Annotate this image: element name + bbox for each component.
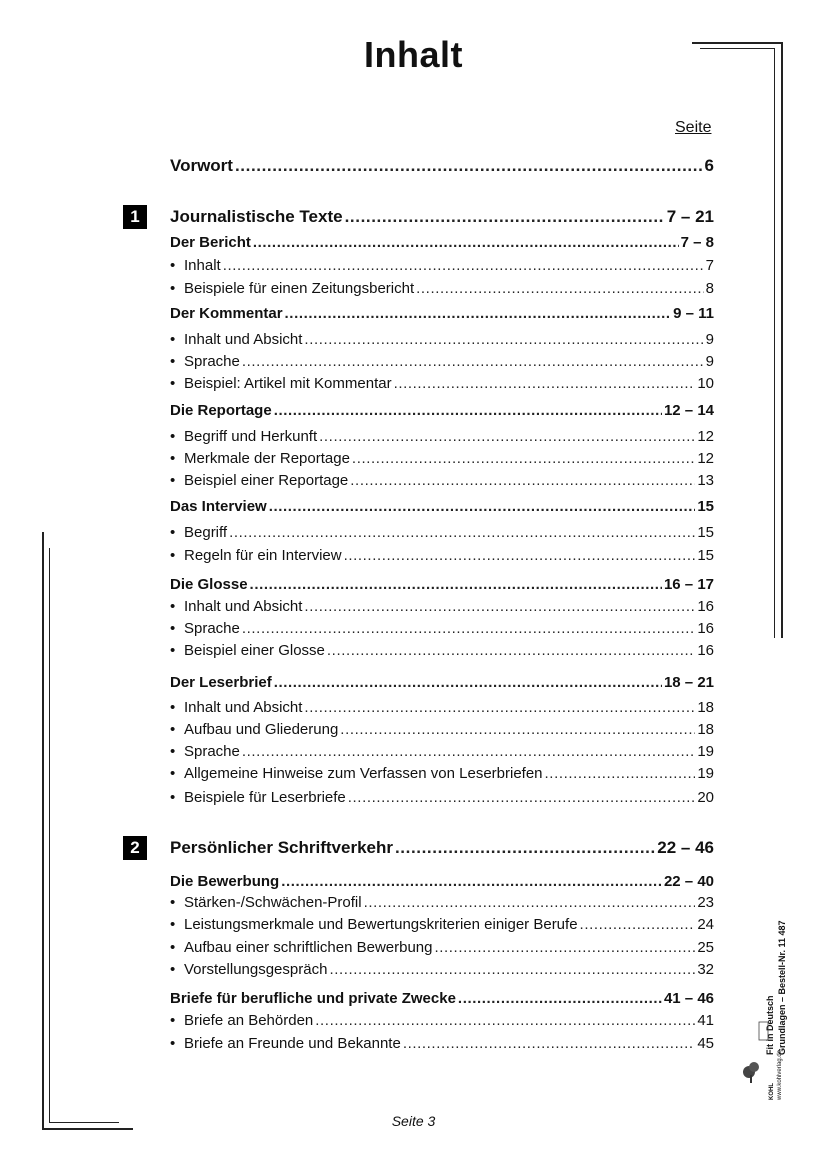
page-column-label: Seite — [675, 119, 712, 136]
toc-section[interactable] — [170, 674, 714, 691]
toc-label: Beispiel einer Reportage — [184, 472, 349, 489]
frame-right-inner — [774, 48, 775, 638]
toc-item[interactable] — [170, 916, 714, 933]
bullet-icon: • — [170, 1035, 176, 1052]
toc-section[interactable] — [170, 873, 714, 890]
toc-item[interactable] — [170, 598, 714, 615]
toc-label: Inhalt und Absicht — [184, 598, 303, 615]
bullet-icon: • — [170, 916, 176, 933]
dot-leader — [253, 234, 679, 251]
toc-section[interactable] — [170, 402, 714, 419]
frame-right-outer — [781, 42, 783, 638]
dot-leader — [274, 402, 662, 419]
toc-page: 24 — [697, 916, 714, 933]
toc-page: 9 — [705, 331, 714, 348]
toc-label: Briefe für berufliche und private Zwecke — [170, 990, 456, 1007]
toc-item[interactable] — [170, 331, 714, 348]
toc-label: Der Bericht — [170, 234, 251, 251]
toc-label: Beispiele für einen Zeitungsbericht — [184, 280, 415, 297]
bullet-icon: • — [170, 472, 176, 489]
toc-page: 20 — [697, 789, 714, 806]
toc-page: 6 — [704, 156, 714, 175]
toc-page: 16 — [697, 598, 714, 615]
dot-leader — [235, 156, 703, 176]
toc-item[interactable] — [170, 1035, 714, 1052]
toc-page: 41 – 46 — [663, 990, 714, 1007]
bullet-icon: • — [170, 331, 176, 348]
bullet-icon: • — [170, 620, 176, 637]
toc-page: 10 — [697, 375, 714, 392]
toc-label: Aufbau und Gliederung — [184, 721, 339, 738]
dot-leader — [315, 1012, 695, 1029]
toc-item[interactable] — [170, 547, 714, 564]
dot-leader — [340, 721, 695, 738]
bullet-icon: • — [170, 598, 176, 615]
publisher-logo — [740, 1020, 770, 1090]
dot-leader — [269, 498, 696, 515]
bullet-icon: • — [170, 428, 176, 445]
toc-page: 45 — [697, 1035, 714, 1052]
toc-label: Der Kommentar — [170, 305, 283, 322]
bullet-icon: • — [170, 353, 176, 370]
bullet-icon: • — [170, 765, 176, 782]
toc-page: 25 — [697, 939, 714, 956]
toc-page: 7 — [705, 257, 714, 274]
toc-label: Sprache — [184, 620, 240, 637]
toc-label: Regeln für ein Interview — [184, 547, 342, 564]
toc-item[interactable] — [170, 721, 714, 738]
publisher-url: www.kohlverlag.de — [777, 1049, 783, 1100]
toc-page: 15 — [697, 498, 714, 515]
toc-label: Beispiel einer Glosse — [184, 642, 325, 659]
toc-page: 12 — [697, 450, 714, 467]
bullet-icon: • — [170, 375, 176, 392]
toc-section[interactable] — [170, 498, 714, 515]
toc-item[interactable] — [170, 353, 714, 370]
toc-page: 13 — [697, 472, 714, 489]
toc-page: 18 — [697, 721, 714, 738]
toc-label: Beispiele für Leserbriefe — [184, 789, 346, 806]
toc-page: 15 — [697, 547, 714, 564]
toc-page: 18 – 21 — [663, 674, 714, 691]
toc-chapter[interactable] — [170, 207, 714, 227]
dot-leader — [458, 990, 662, 1007]
toc-page: 19 — [697, 765, 714, 782]
toc-label: Stärken-/Schwächen-Profil — [184, 894, 362, 911]
side-credit-line1: Fit in Deutsch — [765, 995, 775, 1055]
dot-leader — [304, 699, 695, 716]
toc-label: Allgemeine Hinweise zum Verfassen von Leserbriefen — [184, 765, 543, 782]
bullet-icon: • — [170, 280, 176, 297]
bullet-icon: • — [170, 1012, 176, 1029]
publisher-name: KOHL — [769, 1083, 775, 1100]
dot-leader — [352, 450, 695, 467]
bullet-icon: • — [170, 524, 176, 541]
dot-leader — [319, 428, 695, 445]
toc-item[interactable] — [170, 789, 714, 806]
toc-item[interactable] — [170, 939, 714, 956]
dot-leader — [285, 305, 672, 322]
toc-item[interactable] — [170, 620, 714, 637]
toc-page: 15 — [697, 524, 714, 541]
toc-label: Die Glosse — [170, 576, 248, 593]
dot-leader — [304, 331, 703, 348]
bullet-icon: • — [170, 961, 176, 978]
toc-item[interactable] — [170, 472, 714, 489]
side-credit-line2: Grundlagen – Bestell-Nr. 11 487 — [777, 920, 787, 1055]
toc-page: 8 — [705, 280, 714, 297]
toc-item[interactable] — [170, 257, 714, 274]
page-title: Inhalt — [364, 34, 463, 75]
toc-label: Inhalt und Absicht — [184, 331, 303, 348]
toc-page: 19 — [697, 743, 714, 760]
dot-leader — [394, 375, 696, 392]
toc-item[interactable] — [170, 961, 714, 978]
toc-label: Begriff und Herkunft — [184, 428, 318, 445]
toc-section[interactable] — [170, 305, 714, 322]
toc-page: 22 – 40 — [663, 873, 714, 890]
bullet-icon: • — [170, 721, 176, 738]
frame-left-inner — [49, 548, 50, 1123]
bullet-icon: • — [170, 743, 176, 760]
dot-leader — [350, 472, 695, 489]
dot-leader — [281, 873, 662, 890]
toc-item[interactable] — [170, 524, 714, 541]
toc-page: 22 – 46 — [657, 838, 714, 857]
publisher-logo-text — [768, 1020, 784, 1100]
toc-label: Vorstellungsgespräch — [184, 961, 328, 978]
toc-chapter[interactable] — [170, 838, 714, 858]
toc-label: Inhalt — [184, 257, 221, 274]
toc-page: 41 — [697, 1012, 714, 1029]
dot-leader — [580, 916, 696, 933]
dot-leader — [304, 598, 695, 615]
toc-page: 12 – 14 — [663, 402, 714, 419]
dot-leader — [250, 576, 662, 593]
bullet-icon: • — [170, 257, 176, 274]
dot-leader — [242, 743, 695, 760]
toc-item[interactable] — [170, 375, 714, 392]
dot-leader — [395, 838, 655, 858]
toc-section[interactable] — [170, 234, 714, 251]
bullet-icon: • — [170, 642, 176, 659]
chapter-number-badge: 1 — [123, 205, 147, 229]
toc-page: 18 — [697, 699, 714, 716]
toc-page: 16 – 17 — [663, 576, 714, 593]
toc-item[interactable] — [170, 699, 714, 716]
toc-label: Merkmale der Reportage — [184, 450, 350, 467]
toc-item[interactable] — [170, 642, 714, 659]
toc-item[interactable] — [170, 280, 714, 297]
toc-label: Sprache — [184, 743, 240, 760]
toc-section[interactable] — [170, 990, 714, 1007]
bullet-icon: • — [170, 699, 176, 716]
toc-label: Sprache — [184, 353, 240, 370]
toc-label: Briefe an Behörden — [184, 1012, 314, 1029]
toc-label: Inhalt und Absicht — [184, 699, 303, 716]
bullet-icon: • — [170, 939, 176, 956]
toc-item[interactable] — [170, 743, 714, 760]
toc-vorwort[interactable] — [170, 156, 714, 176]
toc-item[interactable] — [170, 428, 714, 445]
toc-page: 9 — [705, 353, 714, 370]
toc-label: Aufbau einer schriftlichen Bewerbung — [184, 939, 433, 956]
bullet-icon: • — [170, 789, 176, 806]
bullet-icon: • — [170, 450, 176, 467]
frame-left-outer — [42, 532, 44, 1130]
dot-leader — [242, 620, 695, 637]
toc-page: 23 — [697, 894, 714, 911]
bullet-icon: • — [170, 547, 176, 564]
toc-page: 7 – 8 — [680, 234, 714, 251]
page-footer: Seite 3 — [391, 1113, 436, 1129]
dot-leader — [416, 280, 704, 297]
dot-leader — [345, 207, 665, 227]
bullet-icon: • — [170, 894, 176, 911]
dot-leader — [434, 939, 695, 956]
toc-page: 16 — [697, 620, 714, 637]
dot-leader — [242, 353, 704, 370]
dot-leader — [223, 257, 704, 274]
toc-label: Begriff — [184, 524, 228, 541]
dot-leader — [229, 524, 695, 541]
toc-item[interactable] — [170, 1012, 714, 1029]
toc-section[interactable] — [170, 576, 714, 593]
toc-label: Leistungsmerkmale und Bewertungskriterien einiger Berufe — [184, 916, 578, 933]
toc-label: Die Bewerbung — [170, 873, 280, 890]
chapter-number-badge: 2 — [123, 836, 147, 860]
dot-leader — [329, 961, 695, 978]
dot-leader — [274, 674, 662, 691]
toc-item[interactable] — [170, 894, 714, 911]
dot-leader — [545, 765, 696, 782]
toc-page: 16 — [697, 642, 714, 659]
toc-label: Beispiel: Artikel mit Kommentar — [184, 375, 392, 392]
toc-page: 32 — [697, 961, 714, 978]
toc-item[interactable] — [170, 765, 714, 782]
toc-label: Das Interview — [170, 498, 267, 515]
toc-label: Der Leserbrief — [170, 674, 272, 691]
toc-page: 9 – 11 — [673, 305, 714, 322]
tree-icon — [740, 1020, 770, 1090]
dot-leader — [364, 894, 696, 911]
toc-label: Die Reportage — [170, 402, 272, 419]
toc-label: Persönlicher Schriftverkehr — [170, 838, 393, 857]
toc-page: 7 – 21 — [666, 207, 714, 226]
dot-leader — [348, 789, 696, 806]
toc-label: Journalistische Texte — [170, 207, 343, 226]
dot-leader — [344, 547, 696, 564]
dot-leader — [327, 642, 695, 659]
toc-label: Vorwort — [170, 156, 233, 175]
toc-page: 12 — [697, 428, 714, 445]
toc-label: Briefe an Freunde und Bekannte — [184, 1035, 401, 1052]
dot-leader — [403, 1035, 695, 1052]
toc-item[interactable] — [170, 450, 714, 467]
